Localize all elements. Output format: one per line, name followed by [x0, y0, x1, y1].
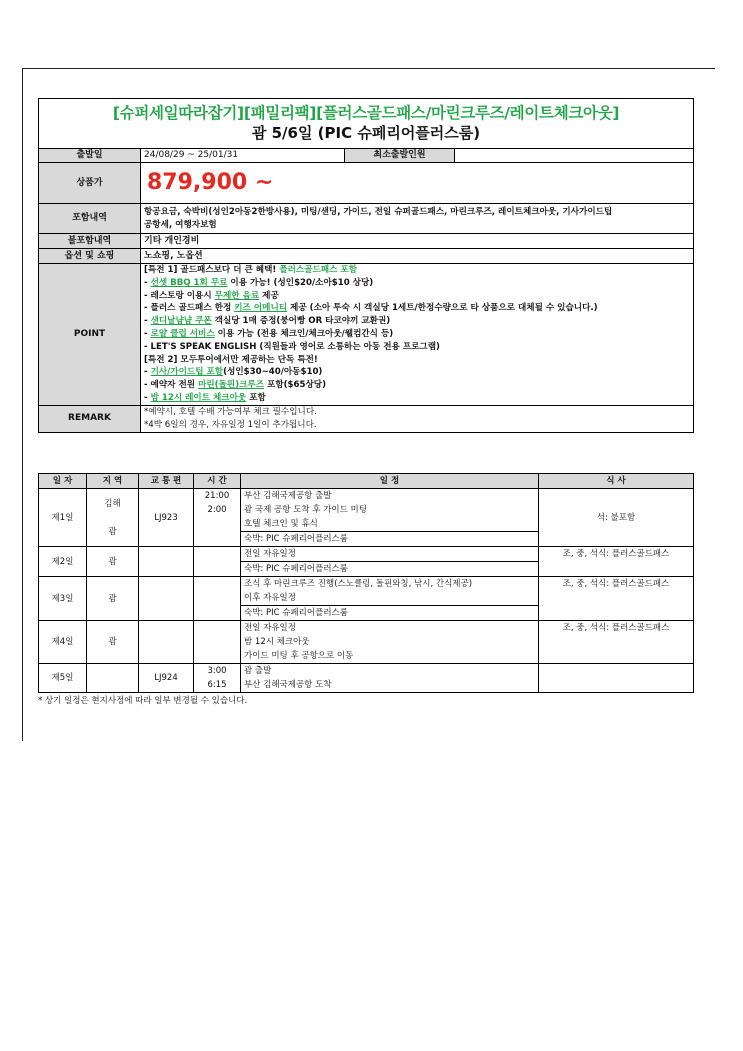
options-label: 옵션 및 쇼핑 — [39, 249, 141, 264]
transport-cell: LJ924 — [139, 664, 194, 693]
schedule-item: 이후 자유일정 — [241, 591, 539, 606]
price-label: 상품가 — [39, 163, 141, 204]
region-cell: 괌 — [87, 577, 139, 621]
stay-item: 숙박: PIC 슈페리어플러스룸 — [241, 532, 539, 547]
point-line: - 예약자 전원 마린(돌핀)크루즈 포함($65상당) — [144, 380, 327, 391]
point-line: [특전 1] 골드패스보다 더 큰 혜택! 플러스골드패스 포함 — [144, 265, 358, 275]
included-label: 포함내역 — [39, 204, 141, 234]
point-line: - 밤 12시 레이트 체크아웃 포함 — [144, 392, 266, 403]
day-cell: 제2일 — [39, 547, 87, 577]
point-line: - 선셋 BBQ 1회 무료 이용 가능! (성인$20/소아$10 상당) — [144, 277, 374, 288]
schedule-item: 부산 김해국제공항 도착 — [241, 678, 539, 693]
point-label: POINT — [39, 264, 141, 406]
itinerary-table — [38, 473, 694, 693]
point-line: - 샌디날냠냠 쿠폰 객실당 1매 증정(붕어빵 OR 타코야끼 교환권) — [144, 316, 391, 327]
schedule-item: 가이드 미팅 후 공항으로 이동 — [241, 649, 539, 664]
departure-value: 24/08/29 ~ 25/01/31 — [141, 149, 345, 163]
meal-cell: 조, 중, 석식: 플러스골드패스 — [539, 621, 694, 664]
included-line-1: 항공요금, 숙박비(성인2아동2한방사용), 미팅/샌딩, 가이드, 전일 슈퍼골드패스, 마린크루즈, 레이트체크아웃, 기사가이드팁 — [144, 206, 613, 217]
col-header-transport: 교 통 편 — [139, 474, 194, 489]
day-cell: 제1일 — [39, 489, 87, 547]
product-title: [슈퍼세일따라잡기][패밀리팩][플러스골드패스/마린크루즈/레이트체크아웃] — [112, 104, 620, 122]
table-row — [39, 547, 694, 562]
col-header-schedule: 일 정 — [241, 474, 539, 489]
title-cell — [39, 99, 694, 149]
remark-label: REMARK — [39, 405, 141, 432]
table-row — [39, 489, 694, 504]
region-cell: 김해 괌 — [87, 489, 139, 547]
meal-cell: 조, 중, 석식: 플러스골드패스 — [539, 577, 694, 621]
point-line: - 로얄 클럽 서비스 이용 가능 (전용 체크인/체크아웃/웰컴간식 등) — [144, 328, 394, 339]
point-line: [특전 2] 모두투어에서만 제공하는 단독 특전! — [144, 354, 318, 365]
point-line: - LET'S SPEAK ENGLISH (직원들과 영어로 소통하는 아동 전용 프로그램) — [144, 341, 440, 352]
point-line: - 플러스 골드패스 한정 키즈 어메니티 제공 (소아 투숙 시 객실당 1세트/한정수량으로 타 상품으로 대체될 수 있습니다.) — [144, 303, 598, 314]
min-travelers-value — [455, 149, 694, 163]
included-line-2: 공항세, 여행자보험 — [144, 219, 217, 230]
day-cell: 제3일 — [39, 577, 87, 621]
remark-line-1: *예약시, 호텔 수배 가능여부 체크 필수입니다. — [144, 406, 317, 417]
point-line: - 레스토랑 이용시 무제한 음료 제공 — [144, 290, 279, 301]
min-travelers-label: 최소출발인원 — [345, 149, 455, 163]
col-header-time: 시 간 — [194, 474, 241, 489]
departure-label: 출발일 — [39, 149, 141, 163]
col-header-day: 일 자 — [39, 474, 87, 489]
schedule-item: 괌 국제 공항 도착 후 가이드 미팅 — [241, 503, 539, 517]
excluded-value: 기타 개인경비 — [141, 234, 694, 249]
table-row — [39, 664, 694, 679]
schedule-item: 부산 김해국제공항 출발 — [241, 489, 539, 504]
schedule-note: * 상기 일정은 현지사정에 따라 일부 변경될 수 있습니다. — [38, 696, 248, 706]
time-cell: 3:00 6:15 — [194, 664, 241, 693]
point-line: - 기사/가이드팁 포함(성인$30~40/아동$10) — [144, 367, 323, 378]
time-cell: 21:00 2:00 — [194, 489, 241, 547]
meal-cell: 석: 불포함 — [539, 489, 694, 547]
point-list — [141, 264, 694, 406]
schedule-item: 괌 출발 — [241, 664, 539, 679]
stay-item: 숙박: PIC 슈페리어플러스룸 — [241, 562, 539, 577]
region-cell: 괌 — [87, 621, 139, 664]
remark-line-2: *4박 6일의 경우, 자유일정 1일이 추가됩니다. — [144, 419, 317, 430]
stay-item: 숙박: PIC 슈페리어플러스룸 — [241, 606, 539, 621]
price-value: 879,900 ~ — [147, 170, 274, 195]
schedule-item: 전일 자유일정 — [241, 547, 539, 562]
options-value: 노쇼핑, 노옵션 — [141, 249, 694, 264]
meal-cell: 조, 중, 석식: 플러스골드패스 — [539, 547, 694, 577]
table-row — [39, 621, 694, 636]
schedule-item: 전일 자유일정 — [241, 621, 539, 636]
product-info-table — [38, 98, 694, 433]
product-subtitle: 괌 5/6일 (PIC 슈페리어플러스룸) — [251, 124, 481, 142]
schedule-item: 호텔 체크인 및 휴식 — [241, 517, 539, 532]
schedule-item: 밤 12시 체크아웃 — [241, 635, 539, 649]
excluded-label: 불포함내역 — [39, 234, 141, 249]
transport-cell: LJ923 — [139, 489, 194, 547]
col-header-region: 지 역 — [87, 474, 139, 489]
day-cell: 제4일 — [39, 621, 87, 664]
table-row — [39, 577, 694, 592]
region-cell: 괌 — [87, 547, 139, 577]
day-cell: 제5일 — [39, 664, 87, 693]
schedule-item: 조식 후 마린크루즈 진행(스노클링, 돌핀와칭, 낚시, 간식제공) — [241, 577, 539, 592]
col-header-meal: 식 사 — [539, 474, 694, 489]
